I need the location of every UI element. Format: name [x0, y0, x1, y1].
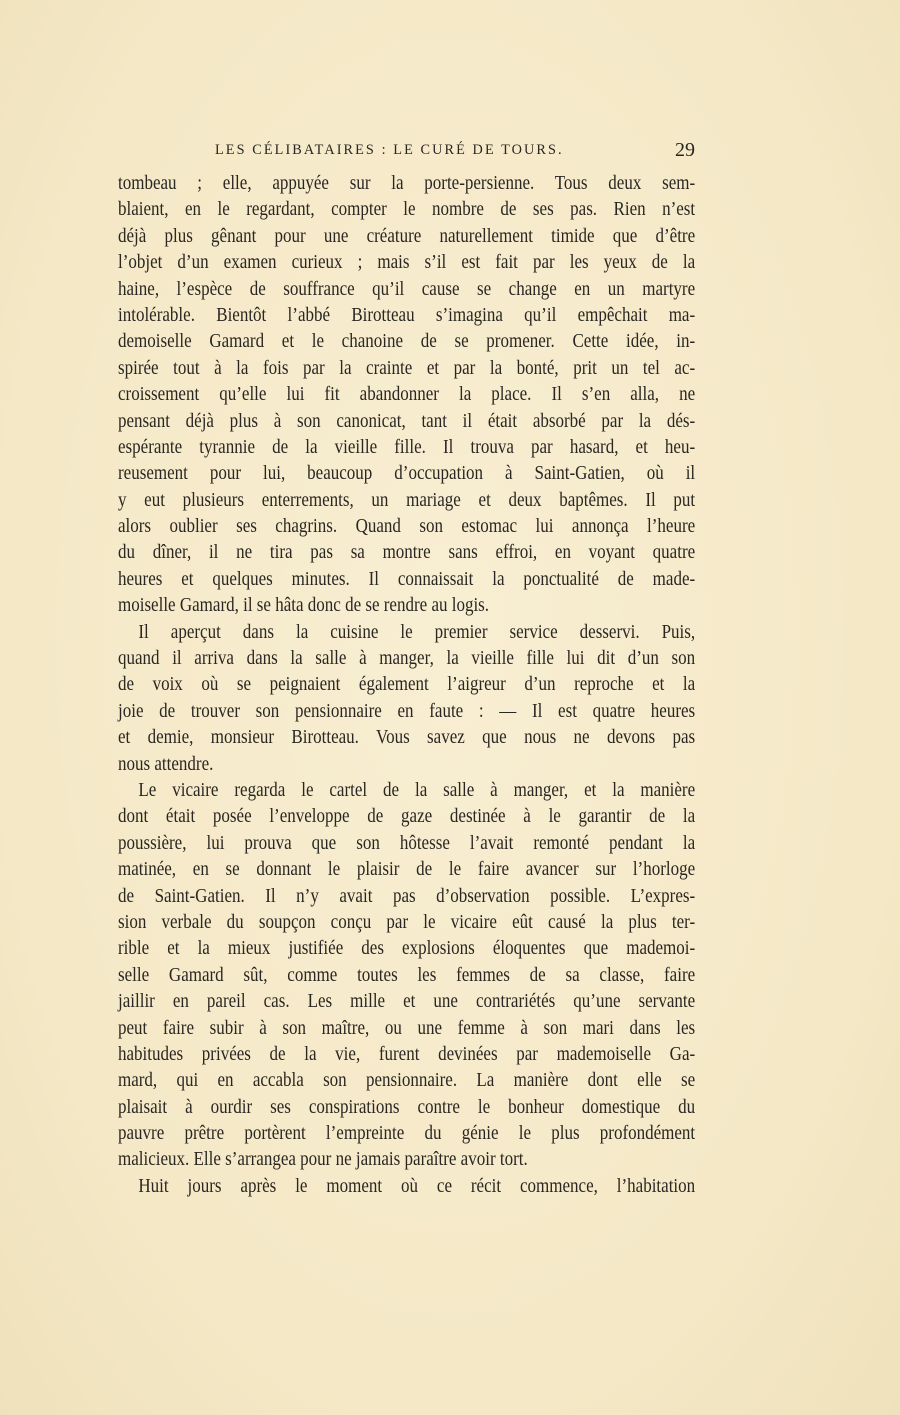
body-text [118, 170, 695, 1199]
text-line: demoiselle Gamard et le chanoine de se promener. Cette idée, in- [118, 330, 696, 353]
text-line: quand il arriva dans la salle à manger, la vieille fille lui dit d’un son [118, 647, 696, 670]
text-line: pauvre prêtre portèrent l’empreinte du génie le plus profondément [118, 1122, 696, 1145]
text-line: joie de trouver son pensionnaire en faute : — Il est quatre heures [118, 699, 696, 722]
page-number: 29 [675, 139, 695, 161]
text-line: haine, l’espèce de souffrance qu’il cause se change en un martyre [118, 277, 696, 300]
text-line: moiselle Gamard, il se hâta donc de se rendre au logis. [118, 594, 490, 617]
paragraph [118, 170, 695, 619]
text-line: déjà plus gênant pour une créature naturellement timide que d’être [118, 224, 696, 247]
text-line: habitudes privées de la vie, furent devinées par mademoiselle Ga- [118, 1042, 696, 1065]
running-title: LES CÉLIBATAIRES : LE CURÉ DE TOURS. [215, 142, 564, 158]
text-line: de Saint-Gatien. Il n’y avait pas d’observation possible. L’expres- [118, 884, 696, 907]
text-line: l’objet d’un examen curieux ; mais s’il est fait par les yeux de la [118, 251, 696, 274]
text-line: du dîner, il ne tira pas sa montre sans effroi, en voyant quatre [118, 541, 696, 564]
text-line: dont était posée l’enveloppe de gaze destinée à le garantir de la [118, 805, 696, 828]
text-line: selle Gamard sût, comme toutes les femmes de sa classe, faire [118, 963, 696, 986]
text-column [118, 170, 695, 1199]
text-line: y eut plusieurs enterrements, un mariage et deux baptêmes. Il put [118, 488, 696, 511]
text-line: Le vicaire regarda le cartel de la salle à manger, et la manière [138, 778, 696, 801]
text-line: croissement qu’elle lui fit abandonner la place. Il s’en alla, ne [118, 383, 696, 406]
text-line: mard, qui en accabla son pensionnaire. La manière dont elle se [118, 1069, 696, 1092]
text-line: pensant déjà plus à son canonicat, tant il était absorbé par la dés- [118, 409, 696, 432]
text-line: heures et quelques minutes. Il connaissait la ponctualité de made- [118, 567, 696, 590]
text-line: malicieux. Elle s’arrangea pour ne jamais paraître avoir tort. [118, 1148, 528, 1171]
running-header [118, 140, 695, 166]
text-line: de voix où se peignaient également l’aigreur d’un reproche et la [118, 673, 696, 696]
text-line: nous attendre. [118, 752, 214, 775]
text-line: rible et la mieux justifiée des explosions éloquentes que mademoi- [118, 937, 696, 960]
paragraph [118, 777, 695, 1173]
text-line: blaient, en le regardant, compter le nombre de ses pas. Rien n’est [118, 198, 696, 221]
text-line: intolérable. Bientôt l’abbé Birotteau s’imagina qu’il empêchait ma- [118, 303, 696, 326]
text-line: tombeau ; elle, appuyée sur la porte-persienne. Tous deux sem- [118, 172, 696, 194]
paragraph [118, 1173, 695, 1199]
text-line: reusement pour lui, beaucoup d’occupation à Saint-Gatien, où il [118, 462, 696, 485]
text-line: peut faire subir à son maître, ou une femme à son mari dans les [118, 1016, 696, 1039]
text-line: matinée, en se donnant le plaisir de le faire avancer sur l’horloge [118, 858, 696, 881]
text-line: Il aperçut dans la cuisine le premier service desservi. Puis, [138, 620, 696, 643]
paragraph [118, 619, 695, 777]
text-line: sion verbale du soupçon conçu par le vicaire eût causé la plus ter- [118, 910, 696, 933]
text-line: poussière, lui prouva que son hôtesse l’avait remonté pendant la [118, 831, 696, 854]
text-line: Huit jours après le moment où ce récit commence, l’habitation [138, 1174, 696, 1197]
text-line: et demie, monsieur Birotteau. Vous savez que nous ne devons pas [118, 726, 696, 749]
text-line: alors oublier ses chagrins. Quand son estomac lui annonça l’heure [118, 515, 696, 538]
text-line: plaisait à ourdir ses conspirations contre le bonheur domestique du [118, 1095, 696, 1118]
text-line: jaillir en pareil cas. Les mille et une contrariétés qu’une servante [118, 990, 696, 1013]
text-line: espérante tyrannie de la vieille fille. Il trouva par hasard, et heu- [118, 435, 696, 458]
text-line: spirée tout à la fois par la crainte et par la bonté, prit un tel ac- [118, 356, 696, 379]
